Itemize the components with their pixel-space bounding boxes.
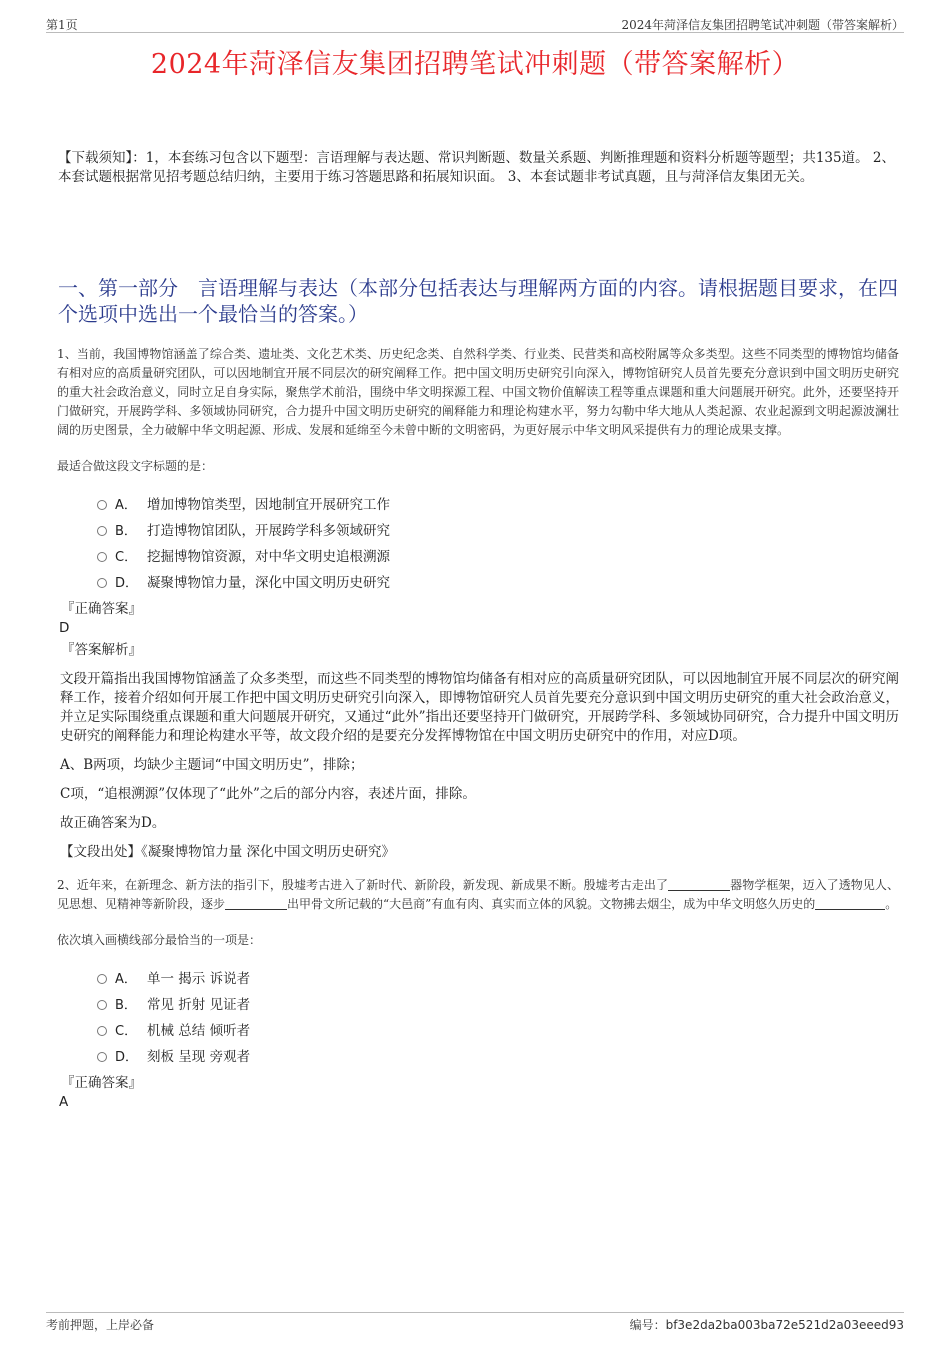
- fill-blank-3: [815, 897, 885, 910]
- question-1-source: 【文段出处】《凝聚博物馆力量 深化中国文明历史研究》: [60, 844, 396, 860]
- question-2-text: 2、近年来，在新理念、新方法的指引下，殷墟考古进入了新时代、新阶段，新发现、新成果不断。殷墟考古走出了 器物学框架，迈入了透物见人、见思想、见精神等新阶段，逐步 出甲骨文所记载的“大邑商”有血有肉、真实而立体的风貌。文物拂去烟尘，成为中华文明悠久历史的 。: [57, 878, 899, 911]
- radio-icon[interactable]: [97, 578, 107, 588]
- page-header: [46, 14, 904, 33]
- question-1-analysis-ab: A、B两项，均缺少主题词“中国文明历史”，排除；: [60, 757, 364, 773]
- document-title: 2024年菏泽信友集团招聘笔试冲刺题（带答案解析）: [150, 49, 800, 80]
- question-1-option-a[interactable]: A． 增加博物馆类型，因地制宜开展研究工作: [97, 492, 899, 518]
- radio-icon[interactable]: [97, 526, 107, 536]
- question-2-option-a[interactable]: A． 单一 揭示 诉说者: [97, 966, 899, 992]
- download-notice: 【下载须知】：1，本套练习包含以下题型：言语理解与表达题、常识判断题、数量关系题、判断推理题和资料分析题等题型；共135道。 2、本套试题根据常见招考题总结归纳，主要用于练习答题思路和拓展知识面。 3、本套试题非考试真题，且与菏泽信友集团无关。: [58, 150, 895, 185]
- question-1-option-b[interactable]: B． 打造博物馆团队，开展跨学科多领域研究: [97, 518, 899, 544]
- question-1-analysis-c: C项，“追根溯源”仅体现了“此外”之后的部分内容，表述片面，排除。: [60, 786, 476, 802]
- question-1-option-d[interactable]: D． 凝聚博物馆力量，深化中国文明历史研究: [97, 570, 899, 596]
- page-number: 第1页: [46, 18, 78, 32]
- radio-icon[interactable]: [97, 1026, 107, 1036]
- header-doc-title: 2024年菏泽信友集团招聘笔试冲刺题（带答案解析）: [621, 18, 904, 32]
- footer-code: 编号：bf3e2da2ba003ba72e521d2a03eeed93: [629, 1318, 904, 1332]
- question-2-options: [97, 966, 899, 1070]
- radio-icon[interactable]: [97, 500, 107, 510]
- question-1-answer-label: 『正确答案』: [61, 601, 142, 617]
- page-footer: [46, 1312, 904, 1333]
- radio-icon[interactable]: [97, 974, 107, 984]
- fill-blank-2: [225, 897, 287, 910]
- question-2-answer: A: [59, 1094, 69, 1110]
- question-2-option-b[interactable]: B． 常见 折射 见证者: [97, 992, 899, 1018]
- question-1-prompt: 最适合做这段文字标题的是：: [57, 459, 214, 473]
- question-1-analysis-main: 文段开篇指出我国博物馆涵盖了众多类型，而这些不同类型的博物馆均储备有相对应的高质量研究团队，可以因地制宜开展不同层次的研究阐释工作，接着介绍如何开展工作把中国文明历史研究引向深入，即博物馆研究人员首先要充分意识到中国文明历史研究的重大社会政治意义，并立足实际围绕重点课题和重大问题展开研究，又通过“此外”指出还要坚持开门做研究，开展跨学科、多领域协同研究，合力提升中国文明历史研究的阐释能力和理论构建水平等，故文段介绍的是要充分发挥博物馆在中国文明历史研究中的作用，对应D项。: [60, 671, 899, 744]
- question-1-answer: D: [59, 620, 70, 636]
- radio-icon[interactable]: [97, 552, 107, 562]
- section-title: 一、第一部分 言语理解与表达（本部分包括表达与理解两方面的内容。请根据题目要求，在四个选项中选出一个最恰当的答案。）: [58, 276, 898, 326]
- question-1-option-c[interactable]: C． 挖掘博物馆资源，对中华文明史追根溯源: [97, 544, 899, 570]
- question-1-analysis-label: 『答案解析』: [61, 642, 142, 658]
- question-1-text: 1、当前，我国博物馆涵盖了综合类、遗址类、文化艺术类、历史纪念类、自然科学类、行业类、民营类和高校附属等众多类型。这些不同类型的博物馆均储备有相对应的高质量研究团队，可以因地制宜开展不同层次的研究阐释工作。把中国文明历史研究引向深入，博物馆研究人员首先要充分意识到中国文明历史研究的重大社会政治意义，同时立足自身实际，聚焦学术前沿，围绕中华文明探源工程、中国文物价值解读工程等重点课题和重大问题展开研究。此外，还要坚持开门做研究，开展跨学科、多领域协同研究，合力提升中国文明历史研究的阐释能力和理论构建水平，努力勾勒中华大地从人类起源、农业起源到文明起源波澜壮阔的历史图景，全力破解中华文明起源、形成、发展和延绵至今未曾中断的文明密码，为更好展示中华文明风采提供有力的理论成果支撑。: [57, 347, 899, 437]
- radio-icon[interactable]: [97, 1052, 107, 1062]
- question-2-option-d[interactable]: D． 刻板 呈现 旁观者: [97, 1044, 899, 1070]
- question-2-prompt: 依次填入画横线部分最恰当的一项是：: [57, 933, 262, 947]
- question-1-conclusion: 故正确答案为D。: [60, 815, 166, 831]
- fill-blank-1: [668, 878, 730, 891]
- questions-content: [57, 345, 899, 1111]
- question-2-option-c[interactable]: C． 机械 总结 倾听者: [97, 1018, 899, 1044]
- radio-icon[interactable]: [97, 1000, 107, 1010]
- question-2-answer-label: 『正确答案』: [61, 1075, 142, 1091]
- footer-slogan: 考前押题，上岸必备: [46, 1318, 155, 1332]
- question-1-options: [97, 492, 899, 596]
